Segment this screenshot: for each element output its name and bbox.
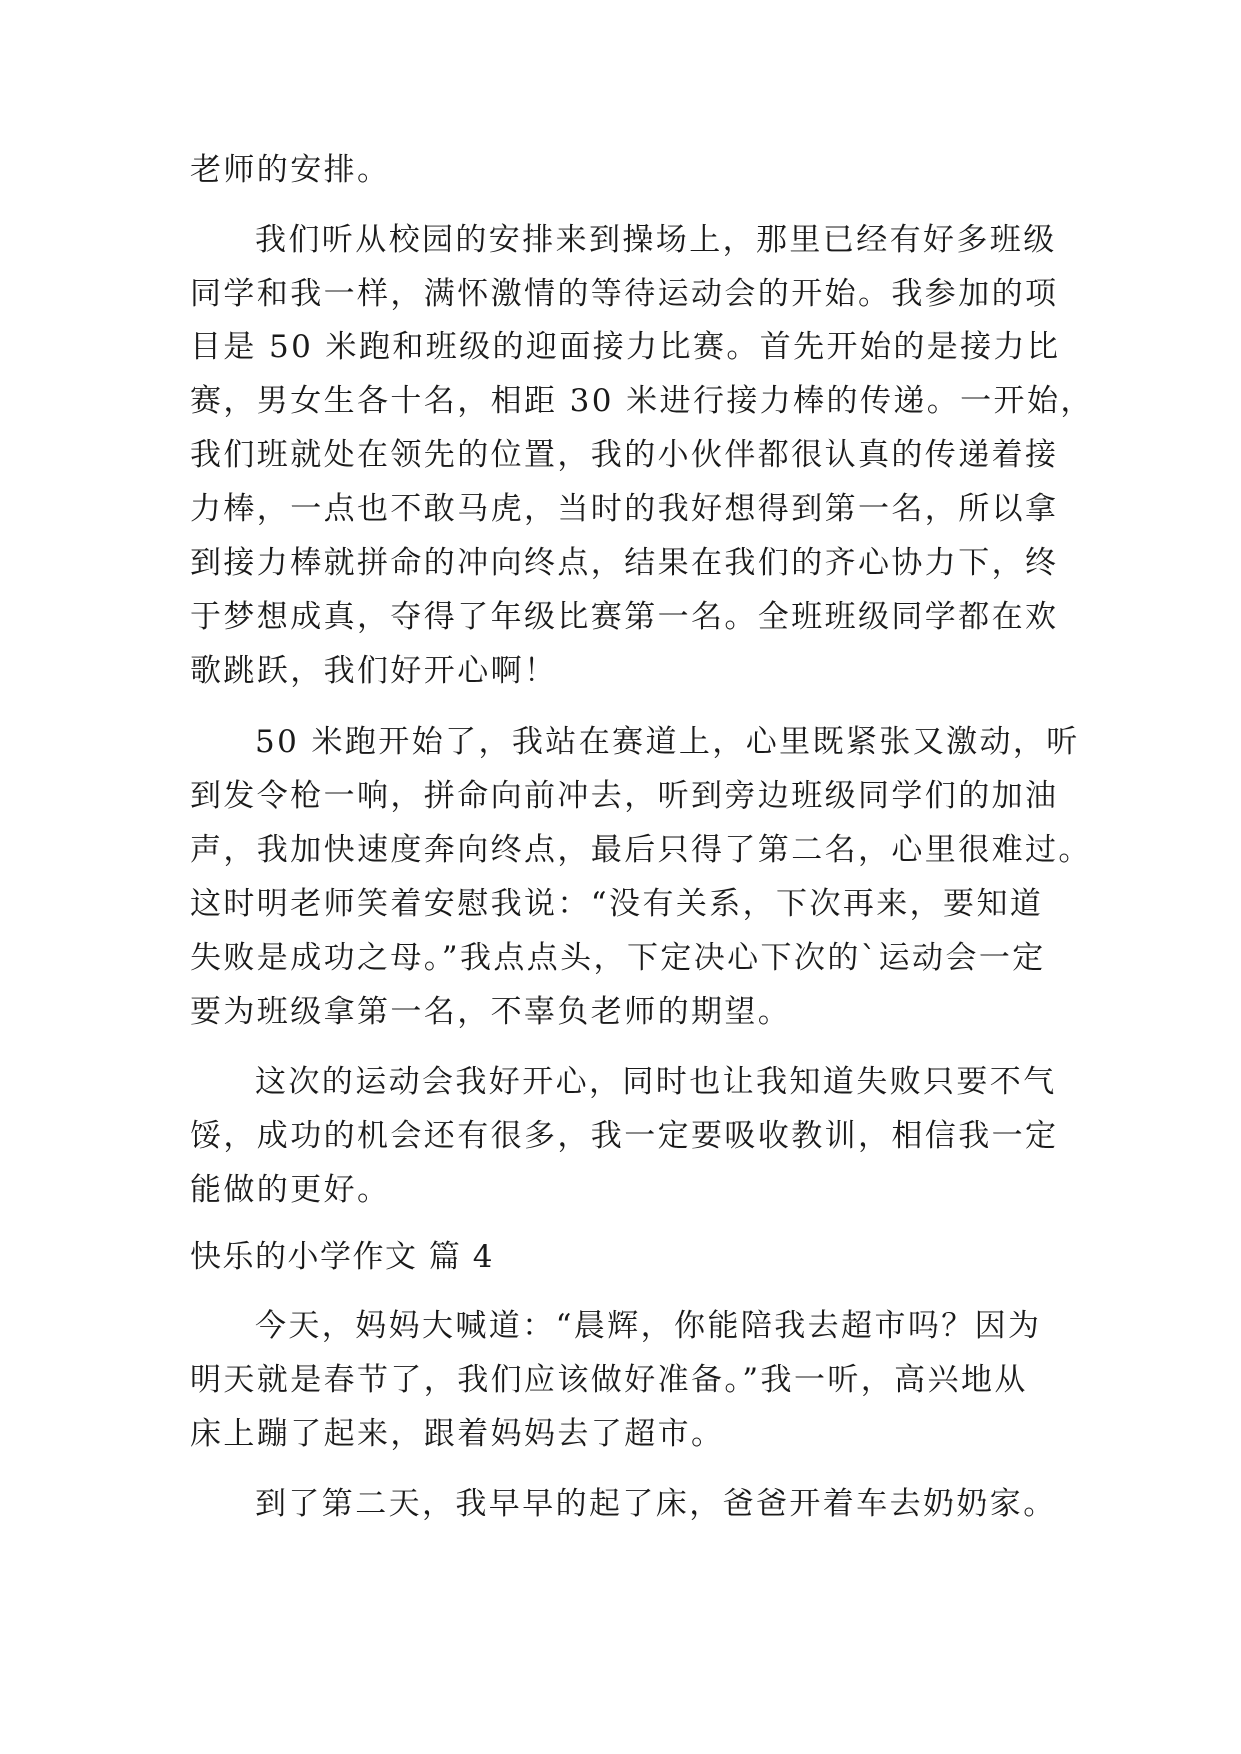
text-line: 歌跳跃，我们好开心啊！ [190,653,558,689]
text-line: 50 米跑开始了，我站在赛道上，心里既紧张又激动，听 [255,724,1080,760]
text-line: 这时明老师笑着安慰我说：“没有关系，下次再来，要知道 [190,886,1044,922]
text-line: 床上蹦了起来，跟着妈妈去了超市。 [190,1416,725,1452]
text-line: 赛，男女生各十名，相距 30 米进行接力棒的传递。一开始， [190,383,1094,419]
section-heading: 快乐的小学作文 篇 4 [190,1239,494,1275]
text-line: 馁，成功的机会还有很多，我一定要吸收教训，相信我一定 [190,1118,1059,1154]
text-line: 目是 50 米跑和班级的迎面接力比赛。首先开始的是接力比 [190,329,1061,365]
text-line: 同学和我一样，满怀激情的等待运动会的开始。我参加的项 [190,276,1059,312]
text-line: 力棒，一点也不敢马虎，当时的我好想得到第一名，所以拿 [190,491,1059,527]
text-line: 今天，妈妈大喊道：“晨辉，你能陪我去超市吗？因为 [255,1308,1042,1344]
text-line: 到了第二天，我早早的起了床，爸爸开着车去奶奶家。 [255,1486,1057,1522]
text-line: 我们班就处在领先的位置，我的小伙伴都很认真的传递着接 [190,437,1059,473]
text-line: 我们听从校园的安排来到操场上，那里已经有好多班级 [255,222,1057,258]
text-line: 于梦想成真，夺得了年级比赛第一名。全班班级同学都在欢 [190,599,1059,635]
text-line: 失败是成功之母。”我点点头，下定决心下次的`运动会一定 [190,940,1046,976]
text-line: 能做的更好。 [190,1172,391,1208]
text-line: 这次的运动会我好开心，同时也让我知道失败只要不气 [255,1064,1057,1100]
text-line: 到接力棒就拼命的冲向终点，结果在我们的齐心协力下，终 [190,545,1059,581]
text-line: 老师的安排。 [190,152,391,188]
text-line: 明天就是春节了，我们应该做好准备。”我一听，高兴地从 [190,1362,1028,1398]
text-line: 要为班级拿第一名，不辜负老师的期望。 [190,994,792,1030]
text-line: 声，我加快速度奔向终点，最后只得了第二名，心里很难过。 [190,832,1092,868]
text-line: 到发令枪一响，拼命向前冲去，听到旁边班级同学们的加油 [190,778,1059,814]
